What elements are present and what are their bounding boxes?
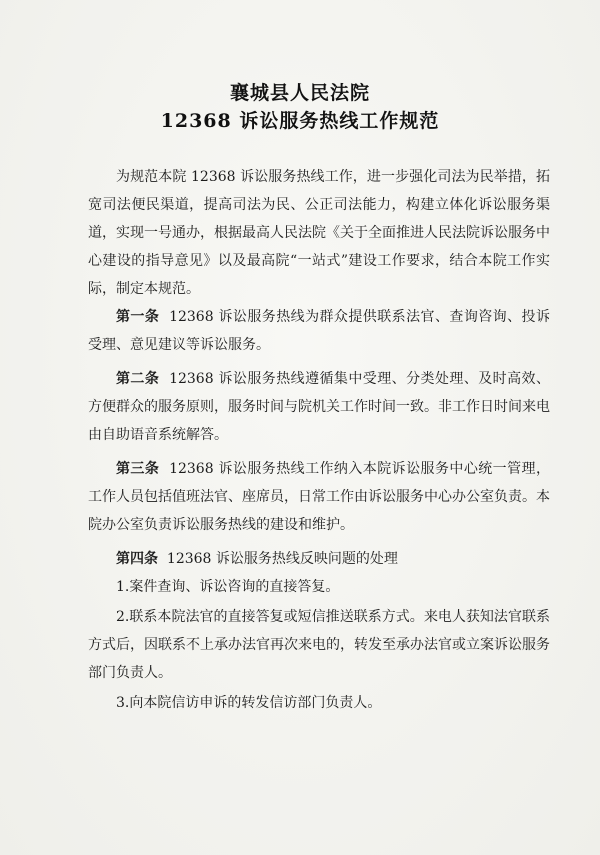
document-title: 12368 诉讼服务热线工作规范 bbox=[160, 110, 440, 132]
court-name-title: 襄城县人民法院 bbox=[229, 82, 370, 104]
article-4 bbox=[88, 545, 550, 573]
article-1-text: 12368 诉讼服务热线为群众提供联系法官、查询咨询、投诉受理、意见建议等诉讼服务。 bbox=[88, 309, 550, 353]
article-2 bbox=[88, 365, 550, 449]
article-2-heading: 第二条 bbox=[116, 371, 160, 387]
list-item: 3.向本院信访申诉的转发信访部门负责人。 bbox=[116, 695, 382, 711]
article-3-text: 12368 诉讼服务热线工作纳入本院诉讼服务中心统一管理，工作人员包括值班法官、座席员，日常工作由诉讼服务中心办公室负责。本院办公室负责诉讼服务热线的建设和维护。 bbox=[88, 461, 550, 533]
document-body bbox=[88, 163, 550, 717]
article-2-text: 12368 诉讼服务热线遵循集中受理、分类处理、及时高效、方便群众的服务原则，服务时间与院机关工作时间一致。非工作日时间来电由自助语音系统解答。 bbox=[88, 371, 550, 443]
article-4-heading: 第四条 bbox=[116, 551, 158, 567]
article-4-text: 12368 诉讼服务热线反映问题的处理 bbox=[166, 551, 398, 567]
preamble-paragraph: 为规范本院 12368 诉讼服务热线工作，进一步强化司法为民举措，拓宽司法便民渠道，提高司法为民、公正司法能力，构建立体化诉讼服务渠道，实现一号通办，根据最高人民法院《关于全面推进人民法院诉讼服务中心建设的指导意见》以及最高院“一站式”建设工作要求，结合本院工作实际，制定本规范。 bbox=[88, 169, 550, 297]
article-3 bbox=[88, 455, 550, 539]
article-1 bbox=[88, 303, 550, 359]
article-3-heading: 第三条 bbox=[116, 461, 160, 477]
list-item: 2.联系本院法官的直接答复或短信推送联系方式。来电人获知法官联系方式后，因联系不上承办法官再次来电的，转发至承办法官或立案诉讼服务部门负责人。 bbox=[88, 609, 550, 681]
article-1-heading: 第一条 bbox=[116, 309, 160, 325]
list-item: 1.案件查询、诉讼咨询的直接答复。 bbox=[116, 579, 340, 595]
